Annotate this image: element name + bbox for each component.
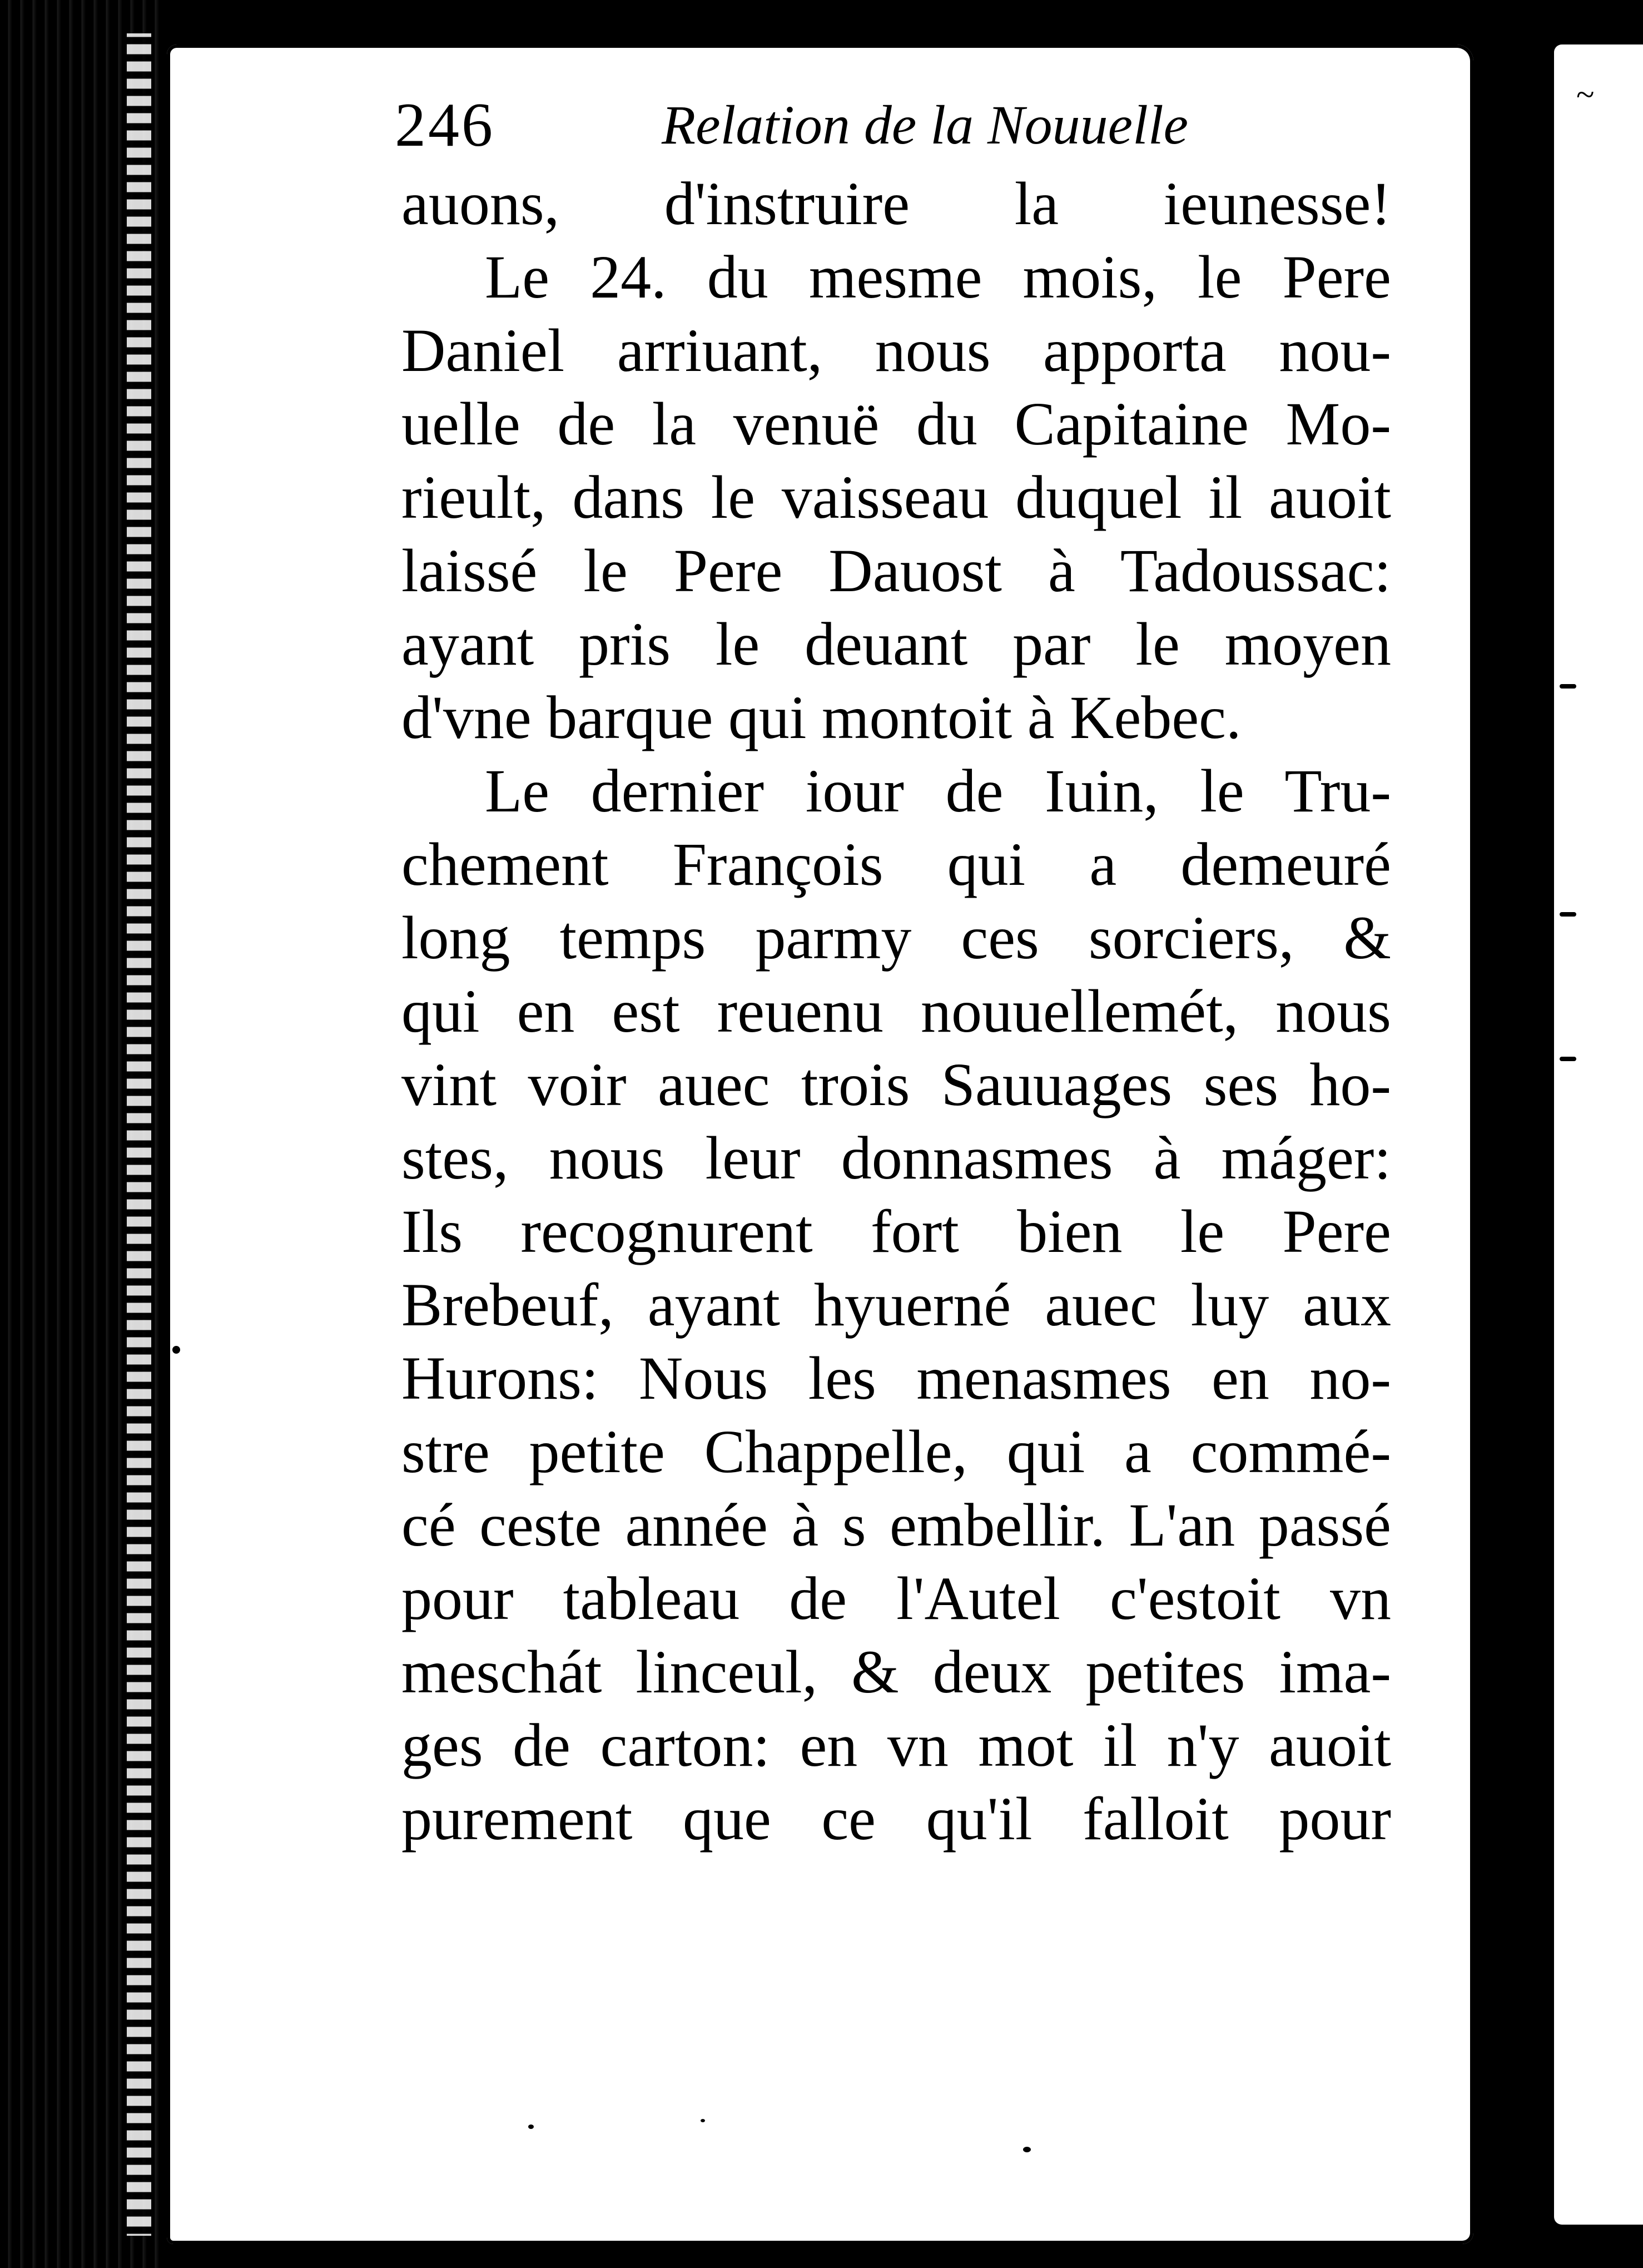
facing-page-blot bbox=[1560, 1057, 1576, 1061]
text-line: rieult, dans le vaisseau duquel il auoit bbox=[401, 463, 1391, 531]
text-line: ayant pris le deuant par le moyen bbox=[401, 610, 1391, 678]
text-line: laissé le Pere Dauost à Tadoussac: bbox=[401, 537, 1391, 605]
text-line: d'vne barque qui montoit à Kebec. bbox=[401, 684, 1242, 751]
scan-speck bbox=[172, 1346, 180, 1354]
text-line: Hurons: Nous les menasmes en no- bbox=[401, 1344, 1391, 1412]
text-line: qui en est reuenu nouuellemét, nous bbox=[401, 977, 1391, 1045]
running-title: Relation de la Nouuelle bbox=[662, 94, 1189, 156]
facing-page-blot bbox=[1560, 912, 1576, 917]
text-line: vint voir auec trois Sauuages ses ho- bbox=[401, 1051, 1391, 1118]
facing-page-blot bbox=[1560, 684, 1576, 689]
scan-speck bbox=[701, 2119, 705, 2122]
text-line: Le 24. du mesme mois, le Pere bbox=[485, 243, 1391, 311]
text-line: Daniel arriuant, nous apporta nou- bbox=[401, 316, 1391, 384]
text-line: meschát linceul, & deux petites ima- bbox=[401, 1638, 1391, 1706]
text-line: pour tableau de l'Autel c'estoit vn bbox=[401, 1564, 1391, 1632]
text-line: uelle de la venuë du Capitaine Mo- bbox=[401, 390, 1391, 458]
running-head bbox=[234, 92, 1457, 159]
scan-speck bbox=[1496, 868, 1501, 875]
scan-speck bbox=[528, 2125, 534, 2129]
text-line: long temps parmy ces sorciers, & bbox=[401, 904, 1391, 972]
body-text bbox=[401, 167, 1391, 1855]
facing-page-edge bbox=[1554, 44, 1643, 2225]
page-edge-stack bbox=[127, 33, 151, 2236]
page-number: 246 bbox=[395, 91, 495, 160]
facing-page-mark: ~ bbox=[1576, 76, 1595, 113]
text-line: auons, d'instruire la ieunesse! bbox=[401, 170, 1391, 237]
scan-speck bbox=[1023, 2147, 1031, 2152]
text-line: ges de carton: en vn mot il n'y auoit bbox=[401, 1711, 1391, 1779]
text-line: Ils recognurent fort bien le Pere bbox=[401, 1197, 1391, 1265]
text-line: stre petite Chappelle, qui a commé- bbox=[401, 1418, 1391, 1485]
text-line: purement que ce qu'il falloit pour bbox=[401, 1785, 1391, 1853]
text-line: stes, nous leur donnasmes à máger: bbox=[401, 1124, 1391, 1192]
text-line: Brebeuf, ayant hyuerné auec luy aux bbox=[401, 1271, 1391, 1339]
text-line: cé ceste année à s embellir. L'an passé bbox=[401, 1491, 1391, 1559]
text-line: chement François qui a demeuré bbox=[401, 830, 1391, 898]
text-line: Le dernier iour de Iuin, le Tru- bbox=[485, 757, 1391, 825]
